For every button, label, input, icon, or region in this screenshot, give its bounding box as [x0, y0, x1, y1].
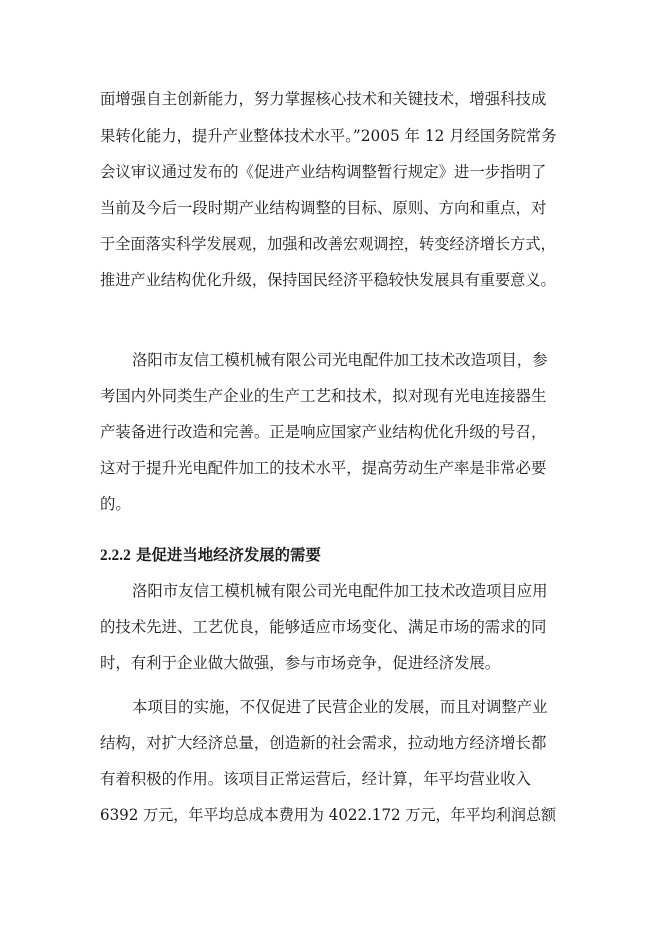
text-line: 洛阳市友信工模机械有限公司光电配件加工技术改造项目，参: [132, 351, 548, 369]
text-line: 有着积极的作用。该项目正常运营后，经计算，年平均营业收入: [100, 770, 531, 788]
text-line: 于全面落实科学发展观，加强和改善宏观调控，转变经济增长方式，: [100, 235, 556, 253]
section-number: 2.2.2: [100, 547, 131, 564]
text-line: 当前及今后一段时期产业结构调整的目标、原则、方向和重点，对: [100, 199, 547, 217]
section-heading: [100, 545, 321, 565]
text-line: 本项目的实施，不仅促进了民营企业的发展，而且对调整产业: [132, 698, 548, 716]
text-line: 6392 万元，年平均总成本费用为 4022.172 万元，年平均利润总额: [100, 806, 557, 824]
text-line: 面增强自主创新能力，努力掌握核心技术和关键技术，增强科技成: [100, 90, 547, 108]
text-line: 时，有利于企业做大做强，参与市场竞争，促进经济发展。: [100, 654, 501, 672]
text-line: 推进产业结构优化升级，保持国民经济平稳较快发展具有重要意义。: [100, 271, 556, 289]
text-line: 果转化能力，提升产业整体技术水平。”2005 年 12 月经国务院常务: [100, 127, 557, 145]
text-line: 会议审议通过发布的《促进产业结构调整暂行规定》进一步指明了: [100, 163, 547, 181]
text-line: 产装备进行改造和完善。正是响应国家产业结构优化升级的号召，: [100, 423, 547, 441]
text-line: 的技术先进、工艺优良，能够适应市场变化、满足市场的需求的同: [100, 618, 547, 636]
text-line: 这对于提升光电配件加工的技术水平，提高劳动生产率是非常必要: [100, 459, 547, 477]
text-line: 的。: [100, 495, 131, 513]
section-title: 是促进当地经济发展的需要: [136, 546, 321, 564]
text-line: 考国内外同类生产企业的生产工艺和技术，拟对现有光电连接器生: [100, 387, 547, 405]
text-line: 结构，对扩大经济总量，创造新的社会需求，拉动地方经济增长都: [100, 734, 547, 752]
text-line: 洛阳市友信工模机械有限公司光电配件加工技术改造项目应用: [132, 582, 548, 600]
